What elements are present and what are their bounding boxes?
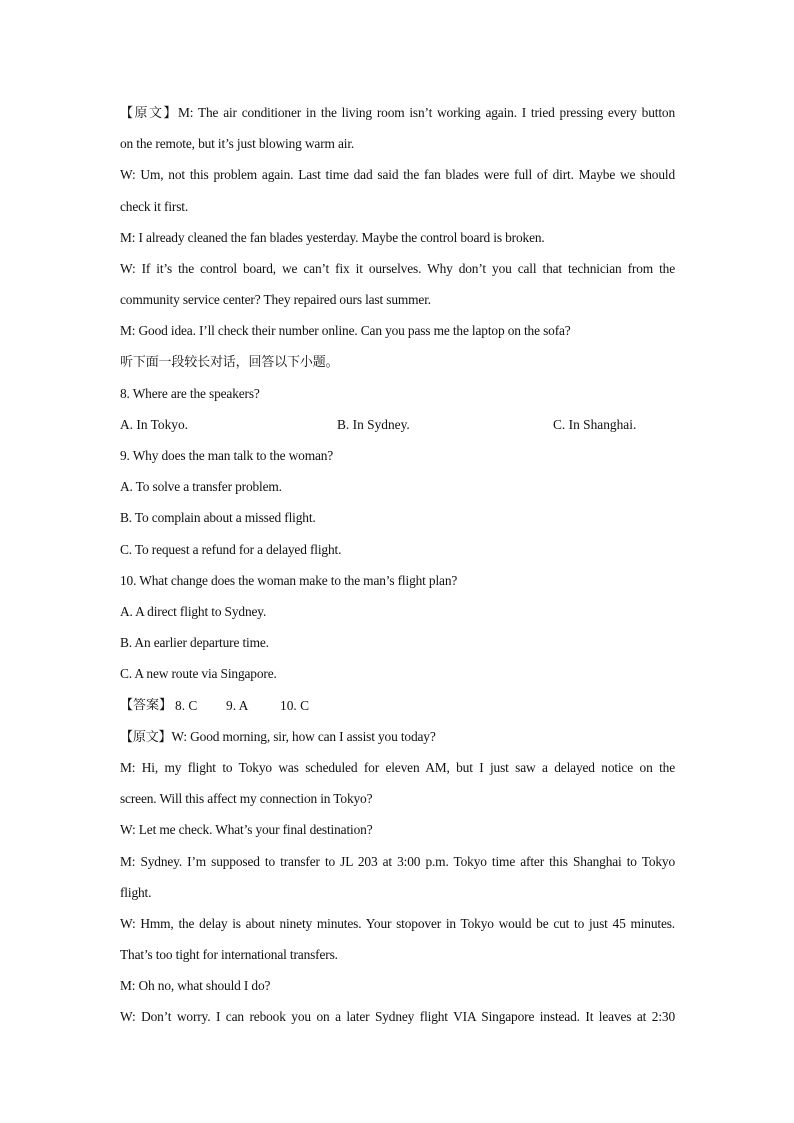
question-9-option-b: B. To complain about a missed flight.	[120, 510, 316, 526]
document-page	[120, 97, 675, 1033]
answer-item: 10. C	[280, 697, 310, 713]
question-8-option-c: C. In Shanghai.	[553, 416, 637, 432]
question-8-stem: 8. Where are the speakers?	[120, 385, 260, 401]
question-9-option-c: C. To request a refund for a delayed flight.	[120, 541, 342, 557]
script2-line-4: W: Let me check. What’s your final destination?	[120, 822, 373, 838]
question-8-option-b: B. In Sydney.	[337, 416, 410, 432]
script1-line-7: community service center? They repaired ours last summer.	[120, 292, 431, 308]
answer-key	[120, 690, 675, 721]
script1-line-6: W: If it’s the control board, we can’t fix it ourselves. Why don’t you call that technician from the	[120, 260, 675, 276]
question-10-option-a: A. A direct flight to Sydney.	[120, 604, 267, 619]
question-9-stem: 9. Why does the man talk to the woman?	[120, 448, 334, 464]
script2-line-10: W: Don’t worry. I can rebook you on a later Sydney flight VIA Singapore instead. It leaves at 2:30	[120, 1009, 675, 1025]
script1-label: 【原文】	[120, 106, 179, 121]
question-10-option-b: B. An earlier departure time.	[120, 635, 269, 651]
question-8-options	[120, 409, 675, 440]
script2-line-6: flight.	[120, 884, 152, 900]
script1-line-4: check it first.	[120, 198, 189, 214]
script2-line-7: W: Hmm, the delay is about ninety minutes. Your stopover in Tokyo would be cut to just 45 minutes.	[120, 915, 675, 931]
script1-line-1: 【原文】M: The air conditioner in the living room isn’t working again. I tried pressing every button	[120, 105, 676, 121]
question-9-option-a: A. To solve a transfer problem.	[120, 479, 282, 495]
question-10-option-c: C. A new route via Singapore.	[120, 666, 277, 682]
question-10-stem: 10. What change does the woman make to the man’s flight plan?	[120, 572, 458, 588]
script1-line-5: M: I already cleaned the fan blades yesterday. Maybe the control board is broken.	[120, 229, 545, 245]
script2-line-2: M: Hi, my flight to Tokyo was scheduled for eleven AM, but I just saw a delayed notice on the	[120, 759, 675, 775]
question-8-option-a: A. In Tokyo.	[120, 416, 188, 432]
answer-label: 【答案】	[120, 697, 173, 713]
script1-line-3: W: Um, not this problem again. Last time dad said the fan blades were full of dirt. Maybe we should	[120, 167, 675, 183]
script1-line-8: M: Good idea. I’ll check their number online. Can you pass me the laptop on the sofa?	[120, 323, 571, 339]
answer-item: 8. C	[175, 697, 198, 713]
script2-line-3: screen. Will this affect my connection in Tokyo?	[120, 791, 373, 807]
answer-item: 9. A	[226, 697, 249, 713]
script1-line-2: on the remote, but it’s just blowing warm air.	[120, 136, 355, 152]
script2-line-8: That’s too tight for international transfers.	[120, 947, 338, 963]
script2-line-5: M: Sydney. I’m supposed to transfer to JL 203 at 3:00 p.m. Tokyo time after this Shanghai to Tokyo	[120, 853, 675, 869]
section-instruction: 听下面一段较长对话，回答以下小题。	[120, 354, 339, 370]
script2-label: 【原文】	[120, 729, 172, 745]
script2-line-1: 【原文】W: Good morning, sir, how can I assist you today?	[120, 728, 436, 745]
script2-line-9: M: Oh no, what should I do?	[120, 978, 271, 994]
